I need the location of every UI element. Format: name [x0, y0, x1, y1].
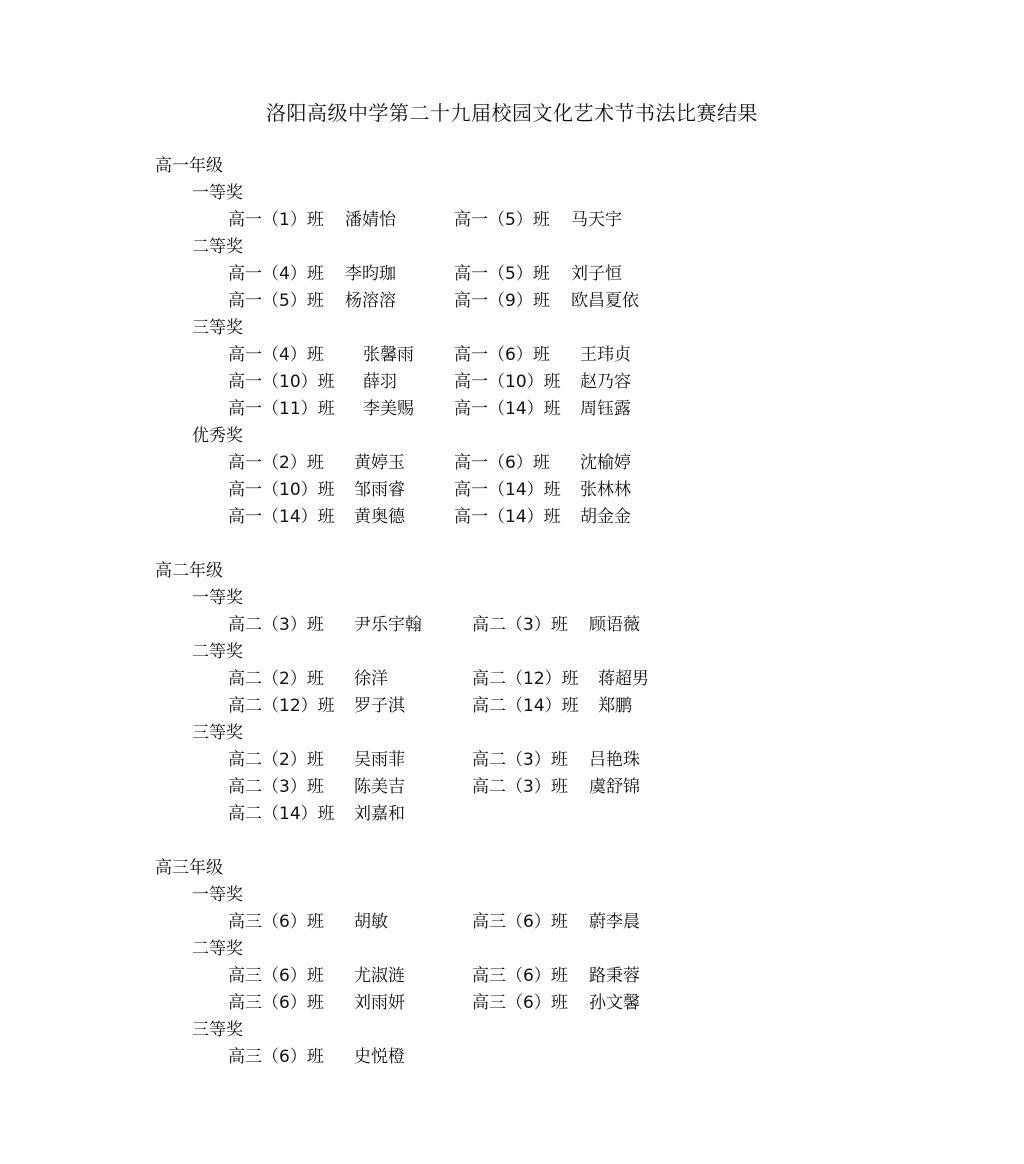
student-name: 郑鹏: [598, 696, 632, 716]
student-name: 刘嘉和: [354, 804, 405, 824]
winner-entry: [472, 909, 640, 936]
winner-entry: [454, 477, 631, 504]
winner-entry: [472, 774, 640, 801]
winner-entry: [472, 612, 640, 639]
student-name: 沈榆婷: [580, 453, 631, 473]
class-label: 高二（3）班: [472, 615, 568, 635]
winner-row: [155, 1044, 915, 1071]
student-name: 罗子淇: [354, 696, 405, 716]
award-heading: 三等奖: [192, 318, 243, 338]
class-label: 高一（5）班: [228, 291, 324, 311]
award-heading: 三等奖: [192, 723, 243, 743]
student-name: 张林林: [580, 480, 631, 500]
student-name: 赵乃容: [580, 372, 631, 392]
winner-entry: [472, 990, 640, 1017]
student-name: 李昀珈: [345, 264, 396, 284]
award-heading: 一等奖: [192, 885, 243, 905]
winner-entry: [228, 477, 405, 504]
winner-entry: [454, 207, 622, 234]
winner-entry: [228, 450, 405, 477]
student-name: 胡敏: [354, 912, 388, 932]
grade-heading: 高二年级: [155, 561, 223, 581]
winner-row: [155, 801, 915, 828]
winner-entry: [454, 261, 622, 288]
winner-entry: [472, 747, 640, 774]
student-name: 黄婷玉: [354, 453, 405, 473]
winner-entry: [228, 963, 405, 990]
award-heading: 三等奖: [192, 1020, 243, 1040]
class-label: 高一（5）班: [454, 210, 550, 230]
class-label: 高二（14）班: [472, 696, 579, 716]
winner-row: [155, 396, 915, 423]
award-heading: 一等奖: [192, 588, 243, 608]
student-name: 欧昌夏依: [571, 291, 639, 311]
grade-heading: 高一年级: [155, 156, 223, 176]
class-label: 高一（14）班: [454, 399, 561, 419]
winner-entry: [228, 288, 396, 315]
winner-row: [155, 288, 915, 315]
class-label: 高一（10）班: [454, 372, 561, 392]
winner-entry: [228, 747, 405, 774]
class-label: 高三（6）班: [228, 912, 324, 932]
winner-entry: [472, 693, 632, 720]
winner-entry: [228, 666, 388, 693]
winner-entry: [228, 612, 422, 639]
student-name: 黄奥德: [354, 507, 405, 527]
award-heading: 优秀奖: [192, 426, 243, 446]
winner-entry: [228, 774, 405, 801]
student-name: 蔚李晨: [589, 912, 640, 932]
student-name: 史悦橙: [354, 1047, 405, 1067]
student-name: 吴雨菲: [354, 750, 405, 770]
class-label: 高一（11）班: [228, 399, 335, 419]
student-name: 马天宇: [571, 210, 622, 230]
student-name: 徐洋: [354, 669, 388, 689]
winner-entry: [454, 450, 631, 477]
class-label: 高二（2）班: [228, 750, 324, 770]
winner-row: [155, 774, 915, 801]
winner-row: [155, 909, 915, 936]
grade-heading: 高三年级: [155, 858, 223, 878]
section-spacer: [155, 531, 915, 558]
student-name: 张馨雨: [363, 345, 414, 365]
student-name: 蒋超男: [598, 669, 649, 689]
winner-row: [155, 369, 915, 396]
class-label: 高二（3）班: [472, 750, 568, 770]
winner-row: [155, 747, 915, 774]
student-name: 胡金金: [580, 507, 631, 527]
class-label: 高一（14）班: [454, 507, 561, 527]
class-label: 高一（9）班: [454, 291, 550, 311]
class-label: 高一（10）班: [228, 480, 335, 500]
class-label: 高三（6）班: [228, 993, 324, 1013]
class-label: 高一（10）班: [228, 372, 335, 392]
winner-row: [155, 990, 915, 1017]
student-name: 周钰露: [580, 399, 631, 419]
student-name: 潘婧怡: [345, 210, 396, 230]
award-heading: 一等奖: [192, 183, 243, 203]
student-name: 吕艳珠: [589, 750, 640, 770]
award-heading: 二等奖: [192, 939, 243, 959]
winner-entry: [454, 396, 631, 423]
winner-row: [155, 963, 915, 990]
winner-row: [155, 693, 915, 720]
class-label: 高二（12）班: [228, 696, 335, 716]
class-label: 高二（3）班: [228, 615, 324, 635]
class-label: 高二（2）班: [228, 669, 324, 689]
winner-entry: [228, 909, 388, 936]
award-heading: 二等奖: [192, 642, 243, 662]
class-label: 高一（14）班: [454, 480, 561, 500]
winner-entry: [228, 990, 405, 1017]
winner-entry: [454, 504, 631, 531]
winner-entry: [228, 342, 414, 369]
student-name: 尹乐宇翰: [354, 615, 422, 635]
winner-row: [155, 477, 915, 504]
winner-row: [155, 666, 915, 693]
student-name: 顾语薇: [589, 615, 640, 635]
student-name: 孙文馨: [589, 993, 640, 1013]
winner-entry: [472, 666, 649, 693]
class-label: 高一（6）班: [454, 345, 550, 365]
grade-section-3: [155, 855, 915, 1071]
class-label: 高一（5）班: [454, 264, 550, 284]
student-name: 刘雨妍: [354, 993, 405, 1013]
winner-entry: [454, 342, 631, 369]
student-name: 邹雨睿: [354, 480, 405, 500]
class-label: 高三（6）班: [228, 1047, 324, 1067]
class-label: 高二（3）班: [228, 777, 324, 797]
class-label: 高三（6）班: [472, 966, 568, 986]
class-label: 高一（14）班: [228, 507, 335, 527]
winner-row: [155, 504, 915, 531]
student-name: 李美赐: [363, 399, 414, 419]
winner-entry: [228, 1044, 405, 1071]
student-name: 薛羽: [363, 372, 397, 392]
class-label: 高三（6）班: [472, 912, 568, 932]
winner-entry: [454, 288, 639, 315]
class-label: 高一（4）班: [228, 264, 324, 284]
student-name: 陈美吉: [354, 777, 405, 797]
winner-entry: [228, 504, 405, 531]
grade-section-1: [155, 153, 915, 531]
winner-row: [155, 207, 915, 234]
student-name: 虞舒锦: [589, 777, 640, 797]
student-name: 杨溶溶: [345, 291, 396, 311]
winner-entry: [228, 396, 414, 423]
winner-entry: [228, 801, 405, 828]
winner-entry: [228, 207, 396, 234]
student-name: 路秉蓉: [589, 966, 640, 986]
award-rows: [155, 450, 915, 531]
winner-entry: [454, 369, 631, 396]
student-name: 刘子恒: [571, 264, 622, 284]
student-name: 尤淑涟: [354, 966, 405, 986]
student-name: 王玮贞: [580, 345, 631, 365]
class-label: 高一（4）班: [228, 345, 324, 365]
grade-section-2: [155, 558, 915, 828]
section-spacer: [155, 828, 915, 855]
class-label: 高二（14）班: [228, 804, 335, 824]
winner-entry: [228, 693, 405, 720]
results-content: [155, 153, 915, 1071]
award-heading: 二等奖: [192, 237, 243, 257]
document-title: 洛阳高级中学第二十九届校园文化艺术节书法比赛结果: [266, 101, 758, 125]
award-rows: [155, 342, 915, 423]
class-label: 高一（6）班: [454, 453, 550, 473]
winner-entry: [228, 369, 397, 396]
class-label: 高一（1）班: [228, 210, 324, 230]
winner-row: [155, 261, 915, 288]
class-label: 高三（6）班: [472, 993, 568, 1013]
winner-row: [155, 450, 915, 477]
winner-entry: [228, 261, 396, 288]
winner-entry: [472, 963, 640, 990]
class-label: 高二（12）班: [472, 669, 579, 689]
winner-row: [155, 342, 915, 369]
class-label: 高一（2）班: [228, 453, 324, 473]
winner-row: [155, 612, 915, 639]
class-label: 高二（3）班: [472, 777, 568, 797]
class-label: 高三（6）班: [228, 966, 324, 986]
